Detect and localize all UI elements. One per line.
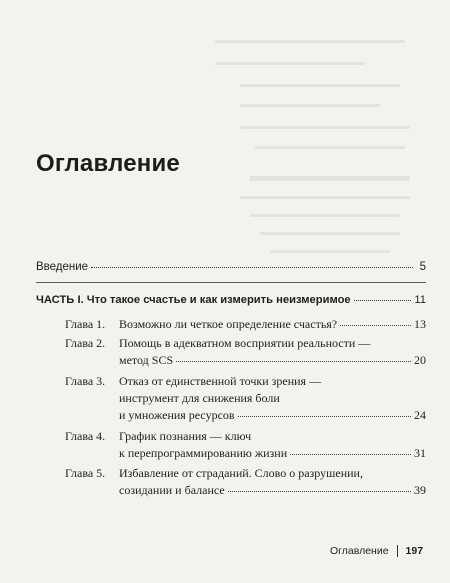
chapter-label: Глава 1. xyxy=(65,317,106,331)
running-footer-section: Оглавление xyxy=(330,545,389,557)
dot-leader xyxy=(340,325,411,326)
chapter-label: Глава 2. xyxy=(65,336,106,350)
toc-entry-introduction[interactable] xyxy=(36,261,426,273)
toc-part-1[interactable] xyxy=(36,294,426,306)
chapter-title-line: График познания — ключ xyxy=(119,429,252,443)
chapter-title-line: Возможно ли четкое определение счастья? xyxy=(119,317,338,331)
chapter-title-line: инструмент для снижения боли xyxy=(119,391,280,405)
dot-leader xyxy=(228,491,411,492)
chapter-title-line: Избавление от страданий. Слово о разрушении, xyxy=(119,466,363,480)
dot-leader xyxy=(238,416,411,417)
toc-page-number: 24 xyxy=(414,408,426,422)
chapter-title-line: Помощь в адекватном восприятии реальности — xyxy=(119,336,371,350)
chapter-label: Глава 5. xyxy=(65,466,106,480)
section-divider xyxy=(36,282,426,283)
chapter-title-line: к перепрограммированию жизни xyxy=(119,446,288,460)
folio-page-number: 197 xyxy=(405,545,424,557)
toc-page-number: 13 xyxy=(414,317,426,331)
chapter-title-line: метод SCS xyxy=(119,353,174,367)
dot-leader xyxy=(354,300,412,301)
toc-entry-label: Введение xyxy=(36,261,89,273)
page-title: Оглавление xyxy=(36,150,180,177)
footer-separator xyxy=(397,545,398,557)
chapter-title-line: созидании и балансе xyxy=(119,483,225,497)
toc-part-label: ЧАСТЬ I. Что такое счастье и как измерить неизмеримое xyxy=(36,294,351,306)
chapter-label: Глава 3. xyxy=(65,374,106,388)
toc-page-number: 20 xyxy=(414,353,426,367)
dot-leader xyxy=(176,361,411,362)
chapter-title-line: Отказ от единственной точки зрения — xyxy=(119,374,322,388)
chapter-label: Глава 4. xyxy=(65,429,106,443)
toc-chapter-1[interactable] xyxy=(36,316,426,333)
toc-chapter-2[interactable] xyxy=(36,335,426,369)
page-footer xyxy=(330,545,423,557)
toc-page-number: 5 xyxy=(419,261,426,273)
chapter-title-line: и умножения ресурсов xyxy=(119,408,235,422)
dot-leader xyxy=(91,267,413,268)
toc-chapter-3[interactable] xyxy=(36,373,426,424)
dot-leader xyxy=(290,454,411,455)
toc-chapter-4[interactable] xyxy=(36,428,426,462)
toc-page-number: 31 xyxy=(414,446,426,460)
toc-chapter-5[interactable] xyxy=(36,465,426,499)
toc-page-number: 11 xyxy=(414,294,426,306)
toc-page-number: 39 xyxy=(414,483,426,497)
